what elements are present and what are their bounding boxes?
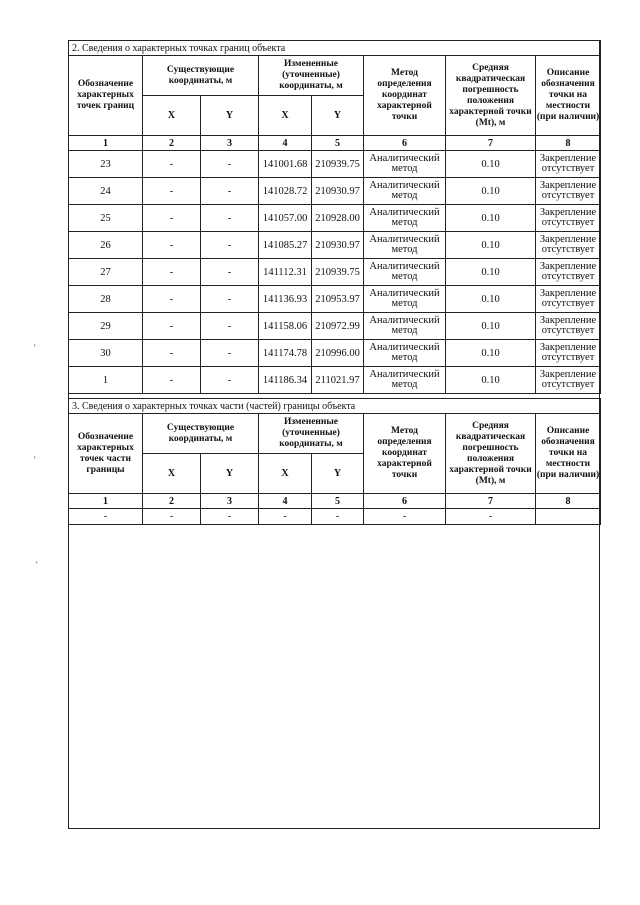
description-cell: Закрепление отсутствует <box>536 205 601 232</box>
description-cell: Закрепление отсутствует <box>536 178 601 205</box>
existing-x-cell: - <box>143 340 201 367</box>
table-row <box>69 151 601 178</box>
header-existing-x: X <box>143 96 201 136</box>
existing-x-cell: - <box>143 313 201 340</box>
header-existing-x: X <box>143 454 201 494</box>
col-number: 8 <box>536 136 601 151</box>
mt-cell: 0.10 <box>446 205 536 232</box>
header-existing-y: Y <box>201 96 259 136</box>
table-cell: - <box>143 509 201 525</box>
method-cell: Аналитический метод <box>364 178 446 205</box>
existing-y-cell: - <box>201 286 259 313</box>
col-number: 3 <box>201 136 259 151</box>
y-cell: 210930.97 <box>312 178 364 205</box>
header-changed-y: Y <box>312 96 364 136</box>
existing-x-cell: - <box>143 151 201 178</box>
mt-cell: 0.10 <box>446 286 536 313</box>
header-existing: Существующие координаты, м <box>143 56 259 96</box>
col-number: 2 <box>143 494 201 509</box>
col-number: 4 <box>259 494 312 509</box>
table-cell: - <box>446 509 536 525</box>
method-cell: Аналитический метод <box>364 313 446 340</box>
header-changed: Измененные (уточненные) координаты, м <box>259 414 364 454</box>
point-cell: 24 <box>69 178 143 205</box>
description-cell: Закрепление отсутствует <box>536 232 601 259</box>
table-row <box>69 259 601 286</box>
col-number: 2 <box>143 136 201 151</box>
col-number: 6 <box>364 136 446 151</box>
col-number: 5 <box>312 136 364 151</box>
col-number: 4 <box>259 136 312 151</box>
existing-x-cell: - <box>143 367 201 394</box>
point-cell: 28 <box>69 286 143 313</box>
existing-x-cell: - <box>143 286 201 313</box>
point-cell: 26 <box>69 232 143 259</box>
method-cell: Аналитический метод <box>364 232 446 259</box>
x-cell: 141085.27 <box>259 232 312 259</box>
y-cell: 210953.97 <box>312 286 364 313</box>
table-cell: - <box>312 509 364 525</box>
header-description: Описание обозначения точки на местности (при наличии) <box>536 56 601 136</box>
existing-y-cell: - <box>201 205 259 232</box>
point-cell: 30 <box>69 340 143 367</box>
x-cell: 141174.78 <box>259 340 312 367</box>
table-row <box>69 178 601 205</box>
point-cell: 23 <box>69 151 143 178</box>
col-number: 8 <box>536 494 601 509</box>
x-cell: 141158.06 <box>259 313 312 340</box>
table-row <box>69 205 601 232</box>
point-cell: 29 <box>69 313 143 340</box>
col-number: 7 <box>446 136 536 151</box>
existing-x-cell: - <box>143 205 201 232</box>
header-existing: Существующие координаты, м <box>143 414 259 454</box>
description-cell: Закрепление отсутствует <box>536 286 601 313</box>
margin-mark: ' <box>36 560 38 570</box>
existing-x-cell: - <box>143 232 201 259</box>
method-cell: Аналитический метод <box>364 367 446 394</box>
section2-table <box>68 40 601 394</box>
description-cell: Закрепление отсутствует <box>536 259 601 286</box>
mt-cell: 0.10 <box>446 367 536 394</box>
table-cell: - <box>69 509 143 525</box>
col-number: 1 <box>69 494 143 509</box>
col-number: 1 <box>69 136 143 151</box>
col-number: 3 <box>201 494 259 509</box>
description-cell: Закрепление отсутствует <box>536 340 601 367</box>
header-changed-x: X <box>259 454 312 494</box>
y-cell: 210939.75 <box>312 151 364 178</box>
x-cell: 141057.00 <box>259 205 312 232</box>
y-cell: 210996.00 <box>312 340 364 367</box>
mt-cell: 0.10 <box>446 232 536 259</box>
existing-y-cell: - <box>201 259 259 286</box>
method-cell: Аналитический метод <box>364 286 446 313</box>
description-cell: Закрепление отсутствует <box>536 313 601 340</box>
x-cell: 141136.93 <box>259 286 312 313</box>
header-description: Описание обозначения точки на местности (при наличии) <box>536 414 601 494</box>
y-cell: 210930.97 <box>312 232 364 259</box>
y-cell: 210928.00 <box>312 205 364 232</box>
header-method: Метод определения координат характерной точки <box>364 414 446 494</box>
mt-cell: 0.10 <box>446 151 536 178</box>
x-cell: 141028.72 <box>259 178 312 205</box>
method-cell: Аналитический метод <box>364 205 446 232</box>
col-number: 5 <box>312 494 364 509</box>
description-cell: Закрепление отсутствует <box>536 367 601 394</box>
method-cell: Аналитический метод <box>364 259 446 286</box>
method-cell: Аналитический метод <box>364 151 446 178</box>
existing-y-cell: - <box>201 178 259 205</box>
table-cell <box>536 509 601 525</box>
section2-title: 2. Сведения о характерных точках границ объекта <box>69 41 601 56</box>
x-cell: 141186.34 <box>259 367 312 394</box>
header-error: Средняя квадратическая погрешность положения характерной точки (Mt), м <box>446 56 536 136</box>
table-row <box>69 286 601 313</box>
header-error: Средняя квадратическая погрешность положения характерной точки (Mt), м <box>446 414 536 494</box>
point-cell: 25 <box>69 205 143 232</box>
method-cell: Аналитический метод <box>364 340 446 367</box>
section3-title: 3. Сведения о характерных точках части (частей) границы объекта <box>69 399 601 414</box>
table-cell: - <box>259 509 312 525</box>
x-cell: 141112.31 <box>259 259 312 286</box>
point-cell: 27 <box>69 259 143 286</box>
header-designation: Обозначение характерных точек границ <box>69 56 143 136</box>
header-existing-y: Y <box>201 454 259 494</box>
existing-x-cell: - <box>143 178 201 205</box>
y-cell: 210972.99 <box>312 313 364 340</box>
table-cell: - <box>364 509 446 525</box>
mt-cell: 0.10 <box>446 178 536 205</box>
table-cell: - <box>201 509 259 525</box>
description-cell: Закрепление отсутствует <box>536 151 601 178</box>
header-changed: Измененные (уточненные) координаты, м <box>259 56 364 96</box>
col-number: 6 <box>364 494 446 509</box>
table-row <box>69 232 601 259</box>
section3-table <box>68 398 601 525</box>
point-cell: 1 <box>69 367 143 394</box>
header-changed-x: X <box>259 96 312 136</box>
mt-cell: 0.10 <box>446 313 536 340</box>
table-row <box>69 313 601 340</box>
margin-mark: ' <box>34 455 36 465</box>
x-cell: 141001.68 <box>259 151 312 178</box>
table-row <box>69 340 601 367</box>
existing-y-cell: - <box>201 232 259 259</box>
y-cell: 210939.75 <box>312 259 364 286</box>
mt-cell: 0.10 <box>446 259 536 286</box>
existing-x-cell: - <box>143 259 201 286</box>
header-designation: Обозначение характерных точек части границы <box>69 414 143 494</box>
margin-mark: ' <box>34 343 36 353</box>
table-row <box>69 367 601 394</box>
header-changed-y: Y <box>312 454 364 494</box>
existing-y-cell: - <box>201 151 259 178</box>
header-method: Метод определения координат характерной точки <box>364 56 446 136</box>
existing-y-cell: - <box>201 367 259 394</box>
col-number: 7 <box>446 494 536 509</box>
existing-y-cell: - <box>201 340 259 367</box>
mt-cell: 0.10 <box>446 340 536 367</box>
y-cell: 211021.97 <box>312 367 364 394</box>
existing-y-cell: - <box>201 313 259 340</box>
